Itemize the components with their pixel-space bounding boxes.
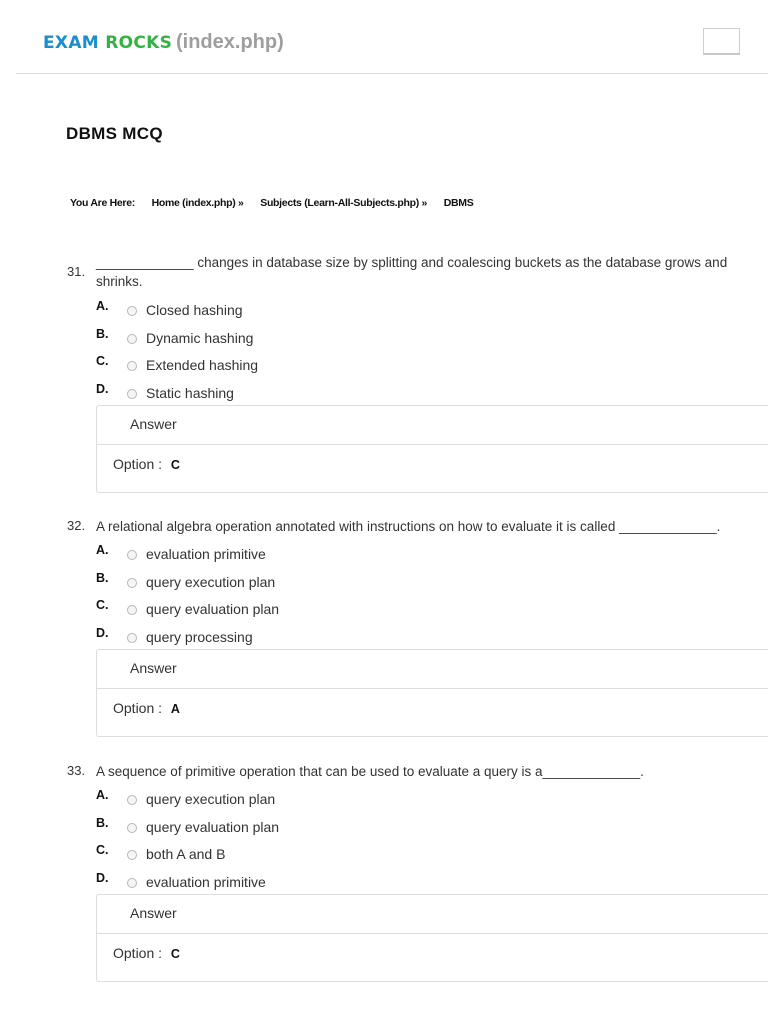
answer-body <box>113 700 180 716</box>
option-letter: B. <box>96 570 109 585</box>
site-logo[interactable] <box>43 33 172 53</box>
answer-panel <box>96 894 768 982</box>
radio-button[interactable] <box>127 389 137 399</box>
breadcrumb <box>70 197 487 209</box>
option-text: Dynamic hashing <box>146 329 254 346</box>
radio-button[interactable] <box>127 578 137 588</box>
options-list <box>96 543 756 653</box>
option-text: query processing <box>146 628 253 645</box>
header-divider <box>16 73 768 74</box>
option-a[interactable] <box>96 788 756 816</box>
answer-heading: Answer <box>130 660 177 676</box>
radio-button[interactable] <box>127 795 137 805</box>
question-number: 31. <box>67 264 86 279</box>
option-text: Static hashing <box>146 384 234 401</box>
option-text: evaluation primitive <box>146 873 266 890</box>
radio-button[interactable] <box>127 550 137 560</box>
option-text: evaluation primitive <box>146 546 266 562</box>
radio-button[interactable] <box>127 633 137 643</box>
option-b[interactable] <box>96 327 756 355</box>
option-b[interactable] <box>96 571 756 599</box>
option-a[interactable] <box>96 543 756 571</box>
radio-button[interactable] <box>127 878 137 888</box>
option-letter: C. <box>96 598 109 612</box>
answer-panel <box>96 649 768 737</box>
question-text: _____________ changes in database size by splitting and coalescing buckets as the database grows and shrinks. <box>96 255 728 289</box>
answer-heading: Answer <box>130 416 177 432</box>
option-text: Closed hashing <box>146 302 243 318</box>
option-letter: C. <box>96 354 109 368</box>
logo-rocks-text: ROCKS <box>105 33 173 53</box>
option-c[interactable] <box>96 843 756 871</box>
site-header <box>0 0 768 74</box>
radio-button[interactable] <box>127 334 137 344</box>
menu-toggle-button[interactable] <box>703 28 740 55</box>
option-letter: D. <box>96 870 109 885</box>
home-link[interactable]: (index.php) <box>176 31 284 53</box>
option-letter: C. <box>96 843 109 857</box>
breadcrumb-label: You Are Here: <box>70 197 135 209</box>
breadcrumb-subjects-link[interactable]: Subjects (Learn-All-Subjects.php) » <box>260 197 428 209</box>
radio-button[interactable] <box>127 823 137 833</box>
option-label: Option : <box>113 456 163 472</box>
radio-button[interactable] <box>127 306 137 316</box>
answer-heading: Answer <box>130 905 177 921</box>
answer-body <box>113 456 180 472</box>
answer-panel <box>96 405 768 493</box>
option-text: Extended hashing <box>146 357 259 373</box>
option-text: both A and B <box>146 846 226 862</box>
question-number: 32. <box>67 518 86 533</box>
radio-button[interactable] <box>127 605 137 615</box>
option-letter: A. <box>96 299 109 313</box>
options-list <box>96 299 756 409</box>
answer-body <box>113 945 180 961</box>
options-list <box>96 788 756 898</box>
question-text: A relational algebra operation annotated with instructions on how to evaluate it is called _____________. <box>96 519 721 534</box>
answer-value: C <box>170 458 180 472</box>
option-c[interactable] <box>96 354 756 382</box>
answer-toggle[interactable] <box>97 650 768 689</box>
option-letter: A. <box>96 788 109 802</box>
answer-toggle[interactable] <box>97 895 768 934</box>
option-c[interactable] <box>96 598 756 626</box>
option-b[interactable] <box>96 816 756 844</box>
page-title: DBMS MCQ <box>66 124 163 143</box>
option-label: Option : <box>113 945 163 961</box>
breadcrumb-current: DBMS <box>443 197 474 209</box>
option-label: Option : <box>113 700 163 716</box>
option-text: query evaluation plan <box>146 818 280 835</box>
question-number: 33. <box>67 763 86 778</box>
option-letter: A. <box>96 543 109 557</box>
option-text: query evaluation plan <box>146 601 280 617</box>
radio-button[interactable] <box>127 850 137 860</box>
answer-value: A <box>170 702 180 716</box>
answer-value: C <box>170 947 180 961</box>
option-letter: D. <box>96 381 109 396</box>
option-text: query execution plan <box>146 573 276 590</box>
option-letter: B. <box>96 326 109 341</box>
radio-button[interactable] <box>127 361 137 371</box>
logo-exam-text: EXAM <box>43 33 99 53</box>
option-letter: B. <box>96 815 109 830</box>
breadcrumb-home-link[interactable]: Home (index.php) » <box>151 197 244 209</box>
question-text: A sequence of primitive operation that can be used to evaluate a query is a_____________. <box>96 764 644 779</box>
option-text: query execution plan <box>146 791 276 807</box>
option-letter: D. <box>96 625 109 640</box>
option-a[interactable] <box>96 299 756 327</box>
answer-toggle[interactable] <box>97 406 768 445</box>
